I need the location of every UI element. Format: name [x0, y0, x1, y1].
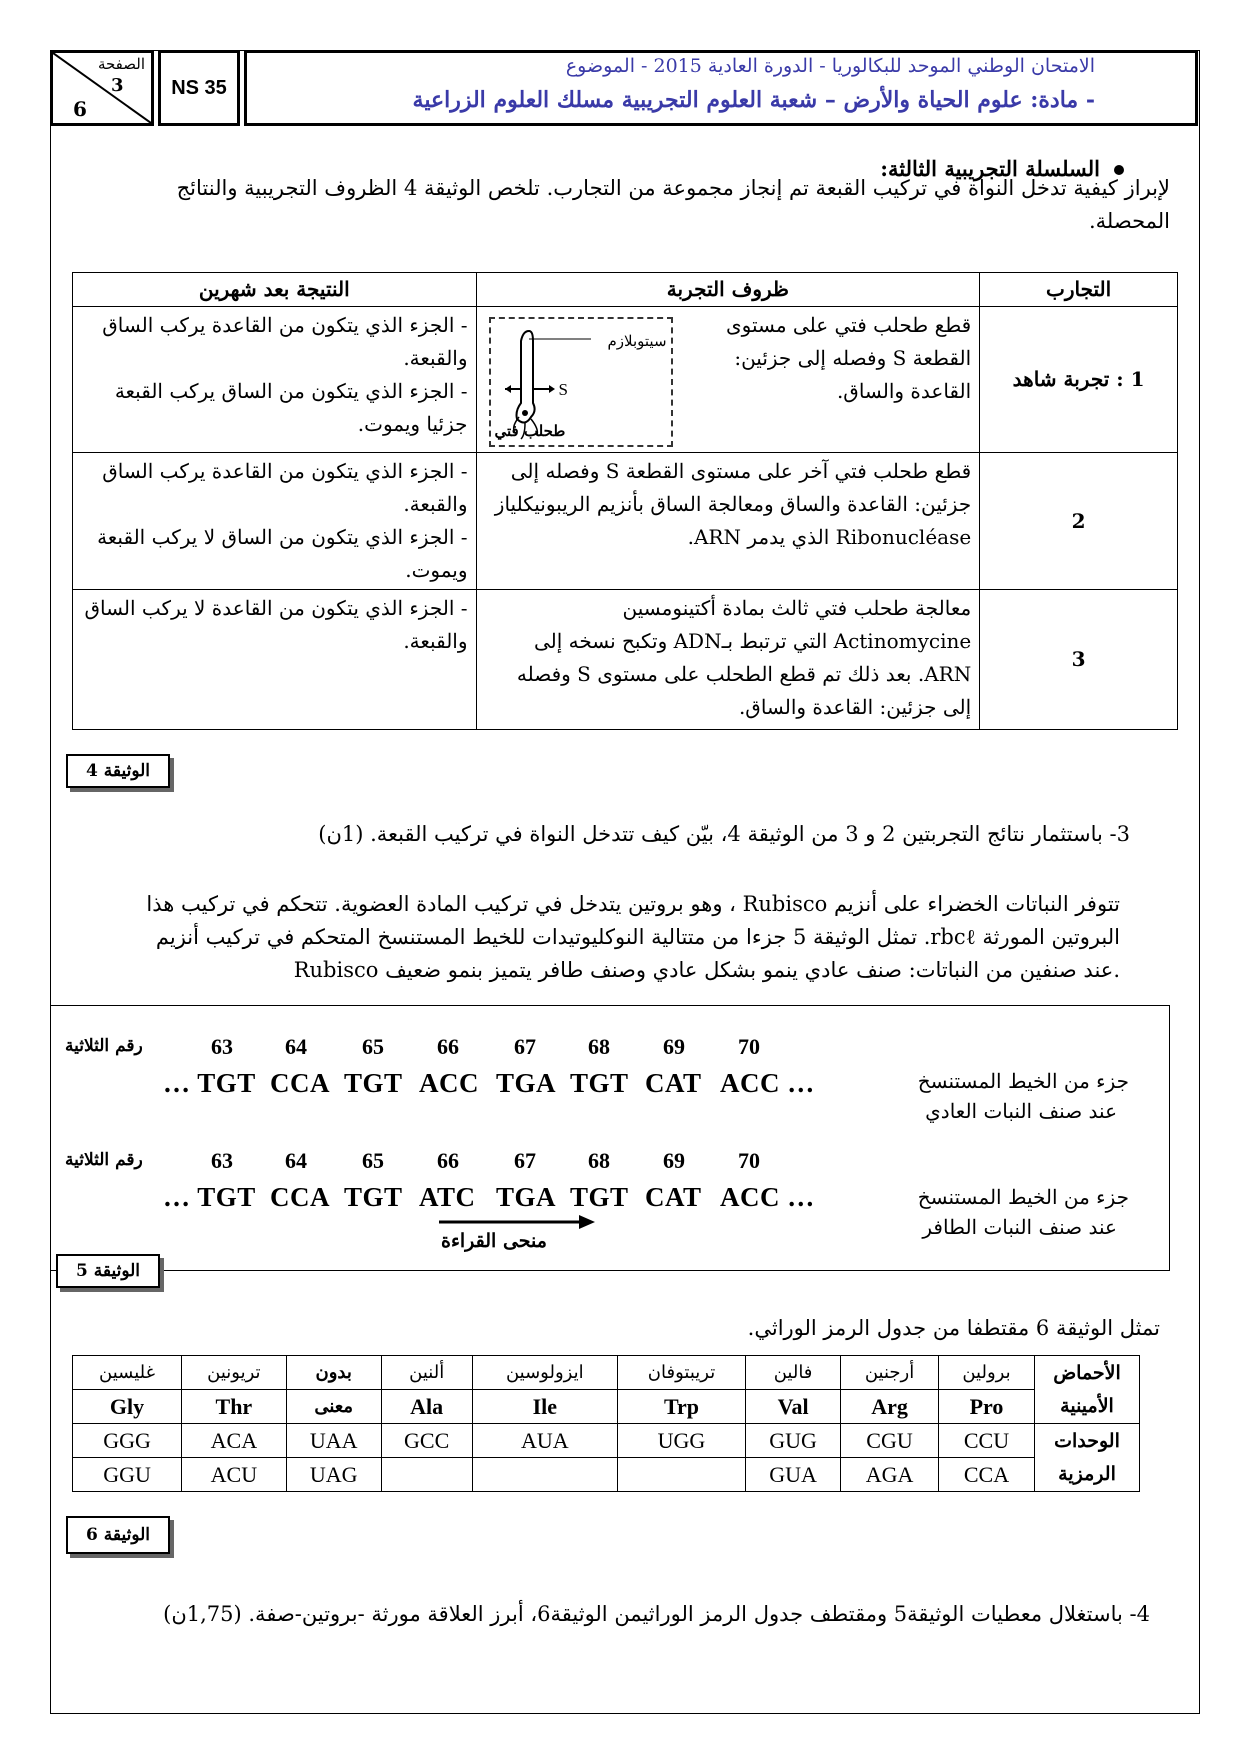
alga-label: طحلب فتي [494, 422, 566, 440]
amino-acid-abbr: Val [746, 1390, 841, 1424]
triplet-number: 65 [362, 1034, 384, 1059]
codon: CCA [270, 1182, 330, 1212]
codon-row [73, 1424, 1140, 1458]
amino-acid-name: تريونين [182, 1356, 287, 1390]
codon-cell: ACU [182, 1458, 287, 1492]
triplet-number: 66 [437, 1148, 459, 1173]
triplet-number: 64 [285, 1148, 307, 1173]
codon: TGT [570, 1182, 629, 1212]
codon-cell: ACA [182, 1424, 287, 1458]
amino-acid-name: برولين [938, 1356, 1034, 1390]
result-b: - الجزء الذي يتكون من الساق يركب القبعة جزئيا ويموت. [114, 379, 468, 436]
amino-acid-abbr: Arg [841, 1390, 939, 1424]
reading-direction-arrow [437, 1214, 597, 1230]
document-6-intro: تمثل الوثيقة 6 مقتطفا من جدول الرمز الوراثي. [747, 1316, 1160, 1340]
amino-acid-abbr: Ile [472, 1390, 617, 1424]
triplet-number: 63 [211, 1148, 233, 1173]
codon: TGA [496, 1068, 557, 1098]
codon: TGT [344, 1068, 403, 1098]
document-4-label: الوثيقة 4 [66, 754, 170, 788]
amino-acid-abbr: Ala [381, 1390, 472, 1424]
codon-cell: UAA [286, 1424, 381, 1458]
reading-direction-label: منحى القراءة [441, 1230, 547, 1252]
header-aa-line2: الأمينية [1060, 1394, 1114, 1417]
amino-acid-name: غليسين [73, 1356, 182, 1390]
document-4-table [72, 272, 1178, 730]
mutant-side-line1: جزء من الخيط المستنسخ [917, 1185, 1129, 1209]
codon-cell: CCU [938, 1424, 1034, 1458]
question-3: 3- باستثمار نتائج التجربتين 2 و 3 من الوثيقة 4، بيّن كيف تتدخل النواة في تركيب القبعة. (1ن) [318, 822, 1130, 846]
triplet-number: 66 [437, 1034, 459, 1059]
result-b: - الجزء الذي يتكون من الساق لا يركب القبعة ويموت. [97, 525, 468, 582]
codon-cell [472, 1458, 617, 1492]
header-experiments: التجارب [980, 273, 1178, 307]
rubisco-line1: تتوفر النباتات الخضراء على أنزيم Rubisco ، وهو بروتين يتدخل في تركيب المادة العضوية. تتحكم في تركيب هذا [146, 892, 1120, 916]
codon: ACC … [720, 1068, 815, 1098]
header-codon-line2: الرمزية [1058, 1462, 1116, 1485]
codon: ACC [419, 1068, 479, 1098]
triplet-number-label: رقم الثلاثية [65, 1150, 143, 1170]
amino-acid-abbr: معنى [286, 1390, 381, 1424]
alga-figure [489, 317, 673, 447]
codon-cell: GUG [746, 1424, 841, 1458]
amino-acid-abbr: Gly [73, 1390, 182, 1424]
header-results: النتيجة بعد شهرين [73, 273, 477, 307]
codon-cell [617, 1458, 745, 1492]
amino-acid-name: بدون [286, 1356, 381, 1390]
triplet-number: 64 [285, 1034, 307, 1059]
triplet-number: 70 [738, 1148, 760, 1173]
amino-acid-abbr: Thr [182, 1390, 287, 1424]
page-current: 3 [111, 75, 124, 96]
codon: TGA [496, 1182, 557, 1212]
question-4: 4- باستغلال معطيات الوثيقة5 ومقتطف جدول الرمز الوراثيمن الوثيقة6، أبرز العلاقة مورثة -بروتين-صفة. (1,75ن) [163, 1602, 1150, 1626]
triplet-number: 70 [738, 1034, 760, 1059]
amino-acid-name: فالين [746, 1356, 841, 1390]
codon: TGT [570, 1068, 629, 1098]
table-row [73, 590, 1178, 730]
exam-title-line2: - مادة: علوم الحياة والأرض – شعبة العلوم التجريبية مسلك العلوم الزراعية [412, 87, 1095, 113]
triplet-number: 67 [514, 1148, 536, 1173]
normal-description [869, 1066, 1129, 1126]
codon-cell [381, 1458, 472, 1492]
amino-acid-abbr: Pro [938, 1390, 1034, 1424]
codon: CAT [645, 1068, 702, 1098]
codon: CCA [270, 1068, 330, 1098]
document-5-box [50, 1005, 1170, 1271]
codon-cell: UGG [617, 1424, 745, 1458]
experiment-id: 3 [980, 590, 1178, 730]
codon-row [73, 1458, 1140, 1492]
codon-cell: GCC [381, 1424, 472, 1458]
triplet-number: 69 [663, 1148, 685, 1173]
result-a: - الجزء الذي يتكون من القاعدة لا يركب الساق والقبعة. [84, 596, 468, 653]
codon: TGT [344, 1182, 403, 1212]
table-row [73, 453, 1178, 590]
s-label: S [558, 380, 568, 399]
triplet-number-label: رقم الثلاثية [65, 1036, 143, 1056]
codon: ATC [419, 1182, 476, 1212]
amino-acid-names-row [73, 1356, 1140, 1390]
amino-acid-abbr: Trp [617, 1390, 745, 1424]
document-6-label: الوثيقة 6 [66, 1516, 170, 1554]
rubisco-line2: البروتين المورثة rbcℓ. تمثل الوثيقة 5 جزءا من متتالية النوكليوتيدات للخيط المستنسخ المتحكم في تركيب أنزيم [155, 925, 1120, 949]
rubisco-line3: Rubisco عند صنفين من النباتات: صنف عادي ينمو بشكل عادي وصنف طافر يتميز بنمو ضعيف. [293, 958, 1120, 982]
experiment-id: 2 [980, 453, 1178, 590]
experiment-results [73, 307, 477, 453]
result-a: - الجزء الذي يتكون من القاعدة يركب الساق والقبعة. [102, 459, 468, 516]
codon-cell: AGA [841, 1458, 939, 1492]
codon-cell: GGG [73, 1424, 182, 1458]
triplet-number: 63 [211, 1034, 233, 1059]
genetic-code-table [72, 1355, 1140, 1492]
page-label: الصفحة [97, 55, 145, 73]
page-number-box [50, 50, 154, 126]
normal-side-line1: جزء من الخيط المستنسخ [917, 1069, 1129, 1093]
header-codons [1035, 1424, 1140, 1492]
section-intro-line2: المحصلة. [1088, 209, 1170, 233]
codon: ACC … [720, 1182, 815, 1212]
header-codon-line1: الوحدات [1054, 1429, 1120, 1452]
header-amino-acids [1035, 1356, 1140, 1424]
amino-acid-name: ايزولوسين [472, 1356, 617, 1390]
exam-code: NS 35 [158, 50, 240, 126]
triplet-number: 65 [362, 1148, 384, 1173]
page-total: 6 [73, 97, 87, 121]
header-conditions: ظروف التجربة [476, 273, 980, 307]
result-a: - الجزء الذي يتكون من القاعدة يركب الساق والقبعة. [102, 313, 468, 370]
experiment-results [73, 453, 477, 590]
triplet-number: 68 [588, 1034, 610, 1059]
mutant-side-line2: عند صنف النبات الطافر [922, 1215, 1117, 1239]
experiment-id: 1 : تجربة شاهد [980, 307, 1178, 453]
experiment-results [73, 590, 477, 730]
cytoplasm-label: سيتوبلازم [607, 332, 667, 350]
exam-title-box [244, 50, 1198, 126]
triplet-number: 68 [588, 1148, 610, 1173]
amino-acid-name: ألنين [381, 1356, 472, 1390]
normal-side-line2: عند صنف النبات العادي [925, 1099, 1117, 1123]
codon: CAT [645, 1182, 702, 1212]
codon-cell: CCA [938, 1458, 1034, 1492]
experiment-conditions: قطع طحلب فتي آخر على مستوى القطعة S وفصله إلى جزئين: القاعدة والساق ومعالجة الساق بأنزيم الريبونيكلياز Ribonucléase الذي يدمر ARN. [476, 453, 980, 590]
amino-acid-name: تريبتوفان [617, 1356, 745, 1390]
header-aa-line1: الأحماض [1053, 1361, 1121, 1384]
exam-title-line1: الامتحان الوطني الموحد للبكالوريا - الدورة العادية 2015 - الموضوع [565, 55, 1095, 77]
mutant-description [869, 1182, 1129, 1242]
experiment-conditions: قطع طحلب فتي على مستوى القطعة S وفصله إلى جزئين: القاعدة والساق. [726, 313, 972, 403]
experiment-conditions: معالجة طحلب فتي ثالث بمادة أكتينومسين Actinomycine التي ترتبط بـADN وتكبح نسخه إلى ARN. بعد ذلك تم قطع الطحلب على مستوى S وفصله إلى جزئين: القاعدة والساق. [476, 590, 980, 730]
section-intro-line1: لإبراز كيفية تدخل النواة في تركيب القبعة تم إنجاز مجموعة من التجارب. تلخص الوثيقة 4 الظروف التجريبية والنتائج [176, 176, 1170, 200]
experiment-conditions-cell [476, 307, 980, 453]
triplet-number: 69 [663, 1034, 685, 1059]
section-title: السلسلة التجريبية الثالثة: [880, 156, 1100, 181]
codon: … TGT [163, 1068, 256, 1098]
codon-cell: UAG [286, 1458, 381, 1492]
amino-acid-abbr-row [73, 1390, 1140, 1424]
triplet-number: 67 [514, 1034, 536, 1059]
codon-cell: AUA [472, 1424, 617, 1458]
codon-cell: GUA [746, 1458, 841, 1492]
codon-cell: CGU [841, 1424, 939, 1458]
table-row [73, 307, 1178, 453]
codon: … TGT [163, 1182, 256, 1212]
codon-cell: GGU [73, 1458, 182, 1492]
amino-acid-name: أرجنين [841, 1356, 939, 1390]
document-5-label: الوثيقة 5 [56, 1254, 160, 1288]
